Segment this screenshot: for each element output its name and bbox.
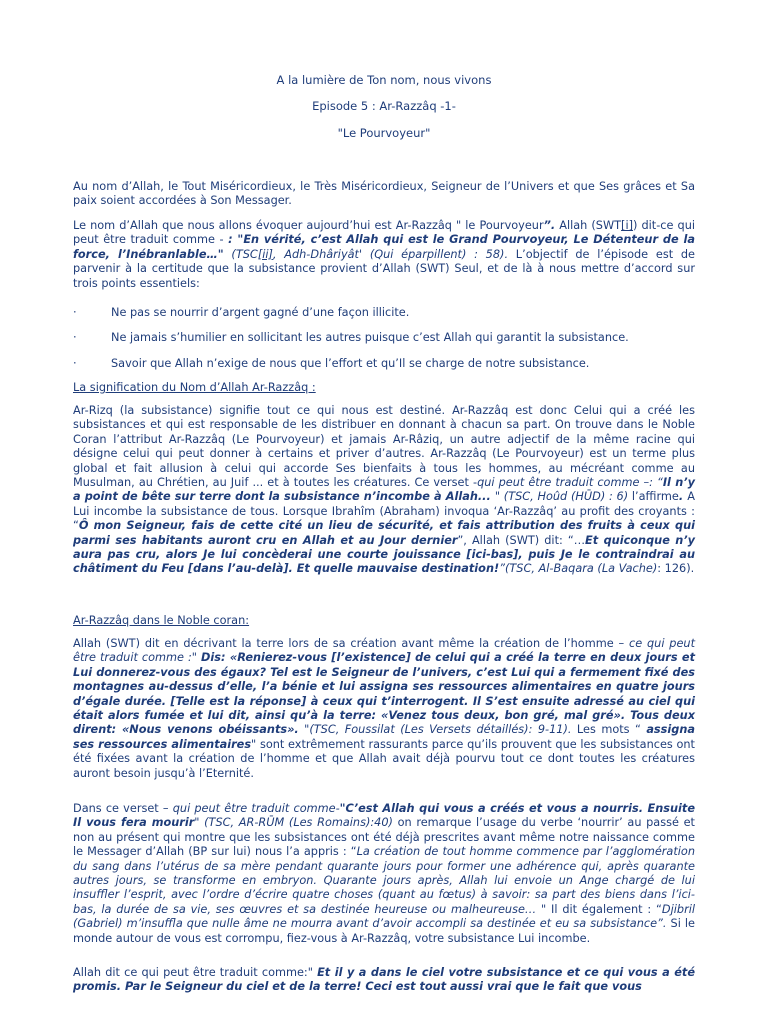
p5-text-i: Si le monde autour de vous est corrompu, fiez-vous à Ar-Razzâq, votre subsistance Lui incombe. — [73, 917, 695, 945]
p2-text-a: Le nom d’Allah que nous allons évoquer aujourd’hui est Ar-Razzâq " le Pourvoyeur — [73, 219, 544, 232]
paragraph-6 — [73, 966, 695, 995]
paragraph-4 — [73, 637, 695, 781]
p2-ref-open: (TSC — [223, 247, 258, 261]
p2-text-d: ) dit-ce qui peut être traduit comme - — [73, 219, 695, 247]
p5-text-a: Dans ce verset – — [73, 802, 173, 815]
intro-paragraph — [73, 180, 695, 209]
section-heading-text: La signification du Nom d’Allah Ar-Razzâq : — [73, 381, 316, 394]
list-item — [73, 357, 695, 371]
p5-ref: " (TSC, AR-RŪM (Les Romains):40) — [194, 816, 393, 830]
p5-hadith-1: La création de tout homme commence par l’agglomération du sang dans l’utérus de sa mère pendant quarante jours pour former une adhérence qui, après quarante autres jours, se transforme en embryon. Quarante jours après, Allah lui envoie un Ange chargé de lui insuffler l’esprit, avec l’ordre d’écrire quatre choses (quant au fœtus) à savoir: sa part des biens dans l’ici-bas, la durée de sa vie, ses œuvres et sa destinée heureuse ou malheureuse… — [73, 845, 695, 916]
p2-text-b: ”. — [543, 219, 556, 232]
p4-emphasis: assigna ses ressources alimentaires — [73, 723, 696, 751]
p4-ref: "(TSC, Foussilat (Les Versets détaillés): 9-11). — [298, 723, 572, 737]
p5-quote: "C’est Allah qui vous a créés et vous a nourris. Ensuite Il vous fera mourir — [73, 802, 695, 830]
section-heading-text: Ar-Razzâq dans le Noble coran: — [73, 614, 250, 627]
p2-quote: : "En vérité, c’est Allah qui est le Grand Pourvoyeur, Le Détenteur de la force, l’Inébranlable…" — [73, 233, 695, 261]
p3-ref-2: ”(TSC, Al-Baqara (La Vache) — [499, 562, 658, 576]
bullet-dot: · — [73, 331, 77, 345]
p3-text-e: l’affirme — [628, 490, 679, 504]
p3-quote-2: Ô mon Seigneur, fais de cette cité un lieu de sécurité, et fais attribution des fruits à ceux qui parmi ses habitants auront cru en Allah et au Jour dernier — [73, 519, 695, 547]
p3-quote-3: Et quiconque n’y aura pas cru, alors Je lui concèderai une courte jouissance [ici-bas], puis Je le contraindrai au châtiment du Feu [dans l’au-delà]. Et quelle mauvaise destination! — [73, 533, 695, 576]
p3-quote-1: Il n’y a point de bête sur terre dont la subsistance n’incombe à Allah... — [73, 476, 695, 504]
p4-text-b: ce qui peut être traduit comme :" — [73, 637, 695, 665]
header-episode: Episode 5 : Ar-Razzâq -1- — [312, 99, 456, 113]
p2-text-h: L’objectif de l’épisode est de parvenir à la certitude que la subsistance provient d’Allah (SWT) Seul, et de là à nous mettre d’accord sur trois points essentiels: — [73, 247, 696, 290]
p3-ref-3: : 126). — [657, 562, 695, 576]
header-title: A la lumière de Ton nom, nous vivons — [276, 73, 492, 87]
p3-text-f: . — [678, 490, 688, 504]
bullet-text: Ne jamais s’humilier en sollicitant les autres puisque c’est Allah qui garantit la subsistance. — [111, 331, 629, 345]
p3-text-b: qui peut être traduit comme –: “ — [477, 476, 663, 490]
list-item — [73, 306, 695, 320]
bullet-text: Savoir que Allah n’exige de nous que l’effort et qu’Il se charge de notre subsistance. — [111, 356, 590, 370]
p3-text-g: A Lui incombe la subsistance de tous. Lorsque Ibrahîm (Abraham) invoqua ‘Ar-Razzâq’ au profit des croyants : “ — [73, 490, 695, 533]
footnote-link-ii[interactable]: [ii] — [257, 247, 273, 261]
header-subtitle: "Le Pourvoyeur" — [337, 126, 431, 140]
p4-text-g: " sont extrêmement rassurants parce qu’ils prouvent que les subsistances ont été fixées avant la création de l’homme et que Allah avait déjà pourvu tout ce dont toutes les créatures auront besoin jusqu’à l’Eternité. — [73, 737, 695, 780]
p4-text-e: Les mots “ — [571, 723, 647, 737]
bullet-dot: · — [73, 356, 77, 370]
p3-text-a: Ar-Rizq (la subsistance) signifie tout ce qui nous est destiné. Ar-Razzâq est donc Celui qui a créé les subsistances et qui est responsable de les distribuer en donnant à chacun sa part. On trouve dans le Noble Coran l’attribut Ar-Razzâq (Le Pourvoyeur) et jamais Ar-Râziq, un autre adjectif de la même racine qui désigne celui qui peut donner à certains et priver d’autres. Ar-Razzâq (Le Pourvoyeur) est un terme plus global et fait allusion à celui qui accorde Ses bienfaits à tous les hommes, au mécréant comme au Musulman, au Chrétien, au Juif ... et à toutes les créatures. Ce verset - — [73, 404, 695, 490]
p4-quote: Dis: «Renierez-vous [l’existence] de celui qui a créé la terre en deux jours et Lui donnerez-vous des égaux? Tel est le Seigneur de l’univers, c’est Lui qui a fermement fixé des montagnes au-dessus d’elle, l’a bénie et lui assigna ses ressources alimentaires en quatre jours d’égale durée. [Telle est la réponse] à ceux qui t’interrogent. Il S’est ensuite adressé au ciel qui était alors fumée et lui dit, ainsi qu’à la terre: «Venez tous deux, bon gré, mal gré». Tous deux dirent: «Nous venons obéissants». — [73, 651, 695, 737]
intro-text: Au nom d’Allah, le Tout Miséricordieux, le Très Miséricordieux, Seigneur de l’Univers et que Ses grâces et Sa paix soient accordées à Son Messager. — [73, 180, 695, 208]
bullet-dot: · — [73, 306, 77, 319]
p2-ref: , Adh-Dhâriyât' (Qui éparpillent) : 58). — [272, 247, 509, 261]
paragraph-5 — [73, 802, 695, 946]
p5-text-g: " Il dit également : “ — [541, 902, 662, 916]
paragraph-3 — [73, 404, 695, 577]
p3-ref-1: " (TSC, Hoûd (HŪD) : 6) — [494, 490, 629, 504]
p4-text-a: Allah (SWT) dit en décrivant la terre lors de sa création avant même la création de l’homme – — [73, 637, 629, 650]
bullet-list — [73, 306, 695, 371]
p6-text-a: Allah dit ce qui peut être traduit comme:" — [73, 966, 318, 979]
p5-text-e: on remarque l’usage du verbe ‘nourrir’ au passé et non au présent qui montre que les subsistances ont été déjà prescrites avant même notre naissance comme le Messager d’Allah (BP sur lui) nous l’a appris : “ — [73, 816, 695, 859]
p3-text-i: ”, Allah (SWT) dit: “… — [457, 533, 586, 547]
section-heading-2 — [73, 614, 695, 628]
paragraph-2 — [73, 219, 695, 291]
bullet-text: Ne pas se nourrir d’argent gagné d’une façon illicite. — [111, 306, 410, 319]
section-heading-1 — [73, 381, 695, 395]
list-item — [73, 331, 695, 345]
p2-text-c: Allah (SWT — [555, 219, 622, 232]
p5-text-b: qui peut être traduit comme- — [172, 802, 340, 815]
p5-hadith-2: Djibril (Gabriel) m’insuffla que nulle âme ne mourra avant d’avoir accompli sa destinée et eu sa subsistance”. — [73, 902, 695, 931]
p6-quote: Et il y a dans le ciel votre subsistance et ce qui vous a été promis. Par le Seigneur du ciel et de la terre! Ceci est tout aussi vrai que le fait que vous — [73, 966, 695, 994]
footnote-link-i[interactable]: [i] — [621, 219, 634, 232]
